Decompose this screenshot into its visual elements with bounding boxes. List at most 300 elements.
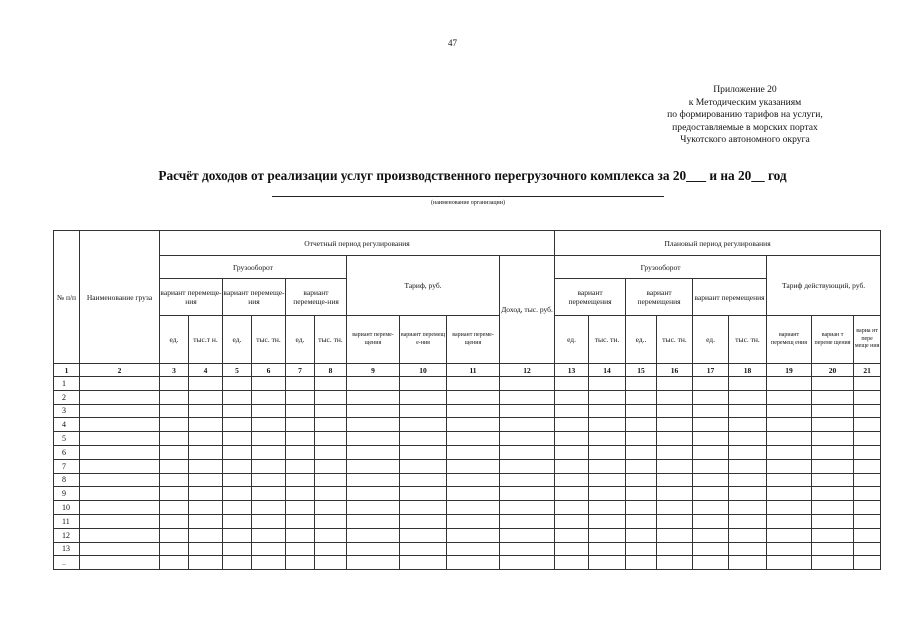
table-cell[interactable] (447, 501, 500, 515)
table-cell[interactable] (589, 542, 626, 556)
table-cell[interactable] (315, 418, 347, 432)
table-cell[interactable] (729, 390, 767, 404)
table-cell[interactable] (729, 418, 767, 432)
table-cell[interactable] (160, 501, 189, 515)
table-cell[interactable] (729, 556, 767, 570)
table-cell[interactable] (657, 445, 693, 459)
table-cell[interactable] (252, 432, 286, 446)
table-cell[interactable] (767, 528, 812, 542)
table-cell[interactable] (80, 459, 160, 473)
table-cell[interactable] (767, 432, 812, 446)
table-cell[interactable] (347, 473, 400, 487)
table-cell[interactable] (286, 528, 315, 542)
table-cell[interactable] (657, 501, 693, 515)
table-cell[interactable] (160, 487, 189, 501)
table-cell[interactable] (657, 418, 693, 432)
table-cell[interactable] (500, 432, 555, 446)
table-cell[interactable] (189, 432, 223, 446)
table-cell[interactable] (286, 514, 315, 528)
table-cell[interactable] (400, 514, 447, 528)
table-cell[interactable] (400, 528, 447, 542)
table-cell[interactable] (589, 404, 626, 418)
table-cell[interactable] (447, 528, 500, 542)
table-cell[interactable] (400, 445, 447, 459)
table-cell[interactable] (812, 390, 854, 404)
table-cell[interactable] (626, 404, 657, 418)
table-cell[interactable] (657, 542, 693, 556)
table-cell[interactable] (160, 390, 189, 404)
table-cell[interactable] (252, 445, 286, 459)
table-cell[interactable] (223, 473, 252, 487)
table-cell[interactable] (626, 542, 657, 556)
table-cell[interactable] (189, 528, 223, 542)
table-cell[interactable] (555, 556, 589, 570)
table-cell[interactable] (854, 501, 881, 515)
table-cell[interactable] (447, 514, 500, 528)
table-cell[interactable] (812, 377, 854, 391)
table-cell[interactable] (347, 528, 400, 542)
table-cell[interactable] (589, 377, 626, 391)
table-cell[interactable] (286, 418, 315, 432)
table-cell[interactable] (223, 514, 252, 528)
table-cell[interactable] (555, 514, 589, 528)
table-cell[interactable] (812, 487, 854, 501)
table-cell[interactable] (626, 377, 657, 391)
table-cell[interactable] (589, 459, 626, 473)
table-cell[interactable] (767, 445, 812, 459)
table-cell[interactable] (347, 556, 400, 570)
table-cell[interactable] (315, 473, 347, 487)
table-cell[interactable] (693, 501, 729, 515)
table-cell[interactable] (500, 377, 555, 391)
table-cell[interactable] (223, 404, 252, 418)
table-cell[interactable] (500, 556, 555, 570)
table-cell[interactable] (80, 501, 160, 515)
table-cell[interactable] (555, 377, 589, 391)
table-cell[interactable] (400, 390, 447, 404)
table-cell[interactable] (223, 445, 252, 459)
table-cell[interactable] (555, 501, 589, 515)
table-cell[interactable] (555, 404, 589, 418)
table-cell[interactable] (812, 473, 854, 487)
table-cell[interactable] (767, 542, 812, 556)
table-cell[interactable] (189, 459, 223, 473)
table-cell[interactable] (589, 445, 626, 459)
table-cell[interactable] (447, 487, 500, 501)
table-cell[interactable] (160, 432, 189, 446)
table-cell[interactable] (223, 418, 252, 432)
table-cell[interactable] (693, 514, 729, 528)
table-cell[interactable] (315, 542, 347, 556)
table-cell[interactable] (500, 528, 555, 542)
table-cell[interactable] (657, 487, 693, 501)
table-cell[interactable] (854, 542, 881, 556)
table-cell[interactable] (315, 459, 347, 473)
table-cell[interactable] (812, 556, 854, 570)
table-cell[interactable] (657, 390, 693, 404)
table-cell[interactable] (812, 459, 854, 473)
table-cell[interactable] (160, 459, 189, 473)
table-cell[interactable] (223, 528, 252, 542)
table-cell[interactable] (812, 542, 854, 556)
appendix-line: к Методическим указаниям (688, 96, 802, 108)
header-tariff-plan: Тариф действующий, руб. (767, 256, 881, 316)
table-row (54, 377, 881, 391)
table-cell[interactable] (854, 528, 881, 542)
table-cell[interactable] (400, 556, 447, 570)
table-cell[interactable] (693, 542, 729, 556)
table-cell[interactable] (693, 556, 729, 570)
table-cell[interactable] (400, 418, 447, 432)
table-cell[interactable] (729, 528, 767, 542)
table-cell[interactable] (447, 390, 500, 404)
table-cell[interactable] (657, 473, 693, 487)
table-cell[interactable] (693, 459, 729, 473)
table-cell[interactable] (589, 487, 626, 501)
table-cell[interactable] (854, 487, 881, 501)
table-cell[interactable] (500, 445, 555, 459)
header-unit: тыс. тн. (729, 316, 767, 364)
column-number-row (54, 364, 881, 377)
table-cell[interactable] (447, 377, 500, 391)
table-cell[interactable] (555, 473, 589, 487)
table-cell[interactable] (812, 514, 854, 528)
table-cell[interactable] (223, 390, 252, 404)
table-cell[interactable] (626, 501, 657, 515)
table-cell[interactable] (80, 542, 160, 556)
table-cell[interactable] (767, 377, 812, 391)
table-cell[interactable] (729, 445, 767, 459)
table-cell[interactable] (626, 528, 657, 542)
table-cell[interactable] (626, 418, 657, 432)
table-cell[interactable] (252, 528, 286, 542)
table-cell[interactable] (657, 556, 693, 570)
table-cell[interactable] (447, 418, 500, 432)
table-cell[interactable] (447, 459, 500, 473)
table-cell[interactable] (189, 473, 223, 487)
table-cell[interactable] (854, 432, 881, 446)
table-cell[interactable] (252, 404, 286, 418)
table-cell[interactable] (400, 473, 447, 487)
table-cell[interactable] (626, 473, 657, 487)
column-number: 18 (729, 364, 767, 377)
table-cell[interactable] (347, 418, 400, 432)
table-cell[interactable] (693, 390, 729, 404)
table-cell[interactable] (555, 487, 589, 501)
table-cell[interactable] (812, 404, 854, 418)
table-cell[interactable] (286, 487, 315, 501)
table-cell[interactable] (400, 377, 447, 391)
table-cell[interactable] (447, 542, 500, 556)
table-cell[interactable] (252, 459, 286, 473)
table-cell[interactable] (347, 487, 400, 501)
column-number: 21 (854, 364, 881, 377)
table-cell[interactable] (589, 473, 626, 487)
table-cell[interactable] (500, 404, 555, 418)
table-cell[interactable] (447, 445, 500, 459)
table-cell[interactable] (400, 501, 447, 515)
table-cell[interactable] (286, 473, 315, 487)
table-cell[interactable] (189, 487, 223, 501)
table-cell[interactable] (729, 542, 767, 556)
table-cell[interactable] (589, 501, 626, 515)
table-cell[interactable] (555, 459, 589, 473)
table-cell[interactable] (400, 459, 447, 473)
table-cell[interactable] (589, 418, 626, 432)
table-cell[interactable] (657, 432, 693, 446)
table-cell[interactable] (729, 404, 767, 418)
table-row (54, 473, 881, 487)
table-cell[interactable] (767, 418, 812, 432)
table-cell[interactable] (767, 404, 812, 418)
table-cell[interactable] (729, 487, 767, 501)
table-cell[interactable] (767, 487, 812, 501)
table-cell[interactable] (189, 404, 223, 418)
table-cell[interactable] (854, 390, 881, 404)
table-cell[interactable] (555, 542, 589, 556)
table-cell[interactable] (160, 377, 189, 391)
table-cell[interactable] (315, 432, 347, 446)
table-cell[interactable] (315, 445, 347, 459)
table-cell[interactable] (767, 514, 812, 528)
table-cell[interactable] (347, 390, 400, 404)
table-cell[interactable] (286, 542, 315, 556)
column-number: 3 (160, 364, 189, 377)
table-cell[interactable] (252, 514, 286, 528)
table-cell[interactable] (80, 404, 160, 418)
table-cell[interactable] (500, 501, 555, 515)
table-cell[interactable] (347, 377, 400, 391)
table-cell[interactable] (589, 514, 626, 528)
table-cell[interactable] (160, 445, 189, 459)
table-cell[interactable] (657, 528, 693, 542)
table-cell[interactable] (315, 377, 347, 391)
table-cell[interactable] (693, 473, 729, 487)
table-cell[interactable] (189, 377, 223, 391)
table-cell[interactable] (693, 487, 729, 501)
table-cell[interactable] (767, 556, 812, 570)
table-cell[interactable] (657, 377, 693, 391)
table-cell[interactable] (160, 514, 189, 528)
table-cell[interactable] (854, 556, 881, 570)
table-cell[interactable] (729, 377, 767, 391)
table-cell[interactable] (160, 418, 189, 432)
table-cell[interactable] (447, 404, 500, 418)
table-cell[interactable] (729, 514, 767, 528)
table-cell[interactable] (347, 445, 400, 459)
table-cell[interactable] (189, 501, 223, 515)
table-cell[interactable] (447, 473, 500, 487)
table-cell[interactable] (160, 404, 189, 418)
table-cell[interactable] (189, 514, 223, 528)
table-cell[interactable] (286, 445, 315, 459)
table-cell[interactable] (812, 432, 854, 446)
table-cell[interactable] (160, 556, 189, 570)
table-cell[interactable] (80, 514, 160, 528)
table-cell[interactable] (854, 404, 881, 418)
table-cell[interactable] (189, 445, 223, 459)
table-cell[interactable] (80, 418, 160, 432)
table-cell[interactable] (252, 377, 286, 391)
table-cell[interactable] (315, 514, 347, 528)
table-cell[interactable] (626, 390, 657, 404)
table-cell[interactable] (252, 501, 286, 515)
table-cell[interactable] (854, 377, 881, 391)
table-cell[interactable] (160, 542, 189, 556)
table-cell[interactable] (252, 418, 286, 432)
table-cell[interactable] (286, 501, 315, 515)
table-cell[interactable] (729, 459, 767, 473)
table-cell[interactable] (626, 487, 657, 501)
table-cell[interactable] (315, 487, 347, 501)
table-cell[interactable] (812, 528, 854, 542)
table-cell[interactable] (252, 542, 286, 556)
table-cell[interactable] (80, 377, 160, 391)
header-variant-rep: вариант перемеще-ния (286, 279, 347, 316)
table-cell[interactable] (693, 528, 729, 542)
table-cell[interactable] (500, 473, 555, 487)
table-cell[interactable] (854, 445, 881, 459)
table-cell[interactable] (252, 487, 286, 501)
table-cell[interactable] (189, 542, 223, 556)
table-cell[interactable] (223, 432, 252, 446)
table-cell[interactable] (626, 459, 657, 473)
table-cell[interactable] (160, 473, 189, 487)
table-cell[interactable] (315, 501, 347, 515)
table-cell[interactable] (500, 542, 555, 556)
table-cell[interactable] (812, 501, 854, 515)
table-cell[interactable] (767, 501, 812, 515)
table-cell[interactable] (223, 377, 252, 391)
table-cell[interactable] (729, 501, 767, 515)
table-cell[interactable] (347, 432, 400, 446)
table-cell[interactable] (160, 528, 189, 542)
table-cell[interactable] (555, 528, 589, 542)
table-cell[interactable] (347, 404, 400, 418)
table-cell[interactable] (252, 473, 286, 487)
table-cell[interactable] (693, 432, 729, 446)
table-cell[interactable] (657, 404, 693, 418)
table-cell[interactable] (693, 377, 729, 391)
table-cell[interactable] (347, 459, 400, 473)
table-cell[interactable] (626, 432, 657, 446)
table-cell[interactable] (589, 556, 626, 570)
table-cell[interactable] (854, 418, 881, 432)
table-cell[interactable] (347, 542, 400, 556)
table-cell[interactable] (693, 445, 729, 459)
column-number: 13 (555, 364, 589, 377)
table-cell[interactable] (854, 459, 881, 473)
row-number: 6 (54, 445, 80, 459)
table-cell[interactable] (223, 459, 252, 473)
table-cell[interactable] (693, 418, 729, 432)
table-cell[interactable] (589, 528, 626, 542)
table-cell[interactable] (589, 432, 626, 446)
table-cell[interactable] (500, 390, 555, 404)
table-cell[interactable] (447, 432, 500, 446)
table-cell[interactable] (555, 445, 589, 459)
table-cell[interactable] (80, 473, 160, 487)
table-cell[interactable] (767, 473, 812, 487)
table-cell[interactable] (315, 404, 347, 418)
table-cell[interactable] (500, 514, 555, 528)
table-cell[interactable] (626, 556, 657, 570)
table-cell[interactable] (252, 556, 286, 570)
table-cell[interactable] (189, 556, 223, 570)
table-cell[interactable] (626, 445, 657, 459)
table-cell[interactable] (657, 514, 693, 528)
table-cell[interactable] (286, 459, 315, 473)
table-row (54, 514, 881, 528)
table-cell[interactable] (555, 418, 589, 432)
table-cell[interactable] (767, 390, 812, 404)
table-cell[interactable] (626, 514, 657, 528)
table-cell[interactable] (400, 432, 447, 446)
table-cell[interactable] (223, 542, 252, 556)
column-number: 4 (189, 364, 223, 377)
table-cell[interactable] (854, 514, 881, 528)
table-cell[interactable] (812, 418, 854, 432)
table-cell[interactable] (223, 487, 252, 501)
table-cell[interactable] (189, 418, 223, 432)
table-cell[interactable] (854, 473, 881, 487)
column-number: 5 (223, 364, 252, 377)
table-cell[interactable] (223, 556, 252, 570)
table-cell[interactable] (447, 556, 500, 570)
row-number: 11 (54, 514, 80, 528)
table-cell[interactable] (315, 528, 347, 542)
table-cell[interactable] (189, 390, 223, 404)
table-cell[interactable] (80, 390, 160, 404)
table-cell[interactable] (812, 445, 854, 459)
table-cell[interactable] (80, 487, 160, 501)
table-cell[interactable] (80, 556, 160, 570)
table-cell[interactable] (400, 542, 447, 556)
table-cell[interactable] (80, 432, 160, 446)
header-variant-plan: вариант перемещения (693, 279, 767, 316)
table-cell[interactable] (555, 432, 589, 446)
table-cell[interactable] (286, 432, 315, 446)
header-cargo-turnover-plan: Грузооборот (555, 256, 767, 279)
table-cell[interactable] (555, 390, 589, 404)
table-cell[interactable] (286, 404, 315, 418)
table-cell[interactable] (286, 377, 315, 391)
table-cell[interactable] (80, 528, 160, 542)
table-cell[interactable] (500, 459, 555, 473)
table-cell[interactable] (693, 404, 729, 418)
table-cell[interactable] (315, 556, 347, 570)
table-cell[interactable] (347, 501, 400, 515)
table-cell[interactable] (729, 473, 767, 487)
table-cell[interactable] (347, 514, 400, 528)
table-cell[interactable] (767, 459, 812, 473)
table-cell[interactable] (400, 487, 447, 501)
table-cell[interactable] (589, 390, 626, 404)
row-number: 2 (54, 390, 80, 404)
table-cell[interactable] (223, 501, 252, 515)
table-cell[interactable] (500, 418, 555, 432)
table-cell[interactable] (286, 556, 315, 570)
table-cell[interactable] (500, 487, 555, 501)
table-cell[interactable] (252, 390, 286, 404)
column-number: 9 (347, 364, 400, 377)
table-cell[interactable] (400, 404, 447, 418)
table-cell[interactable] (80, 445, 160, 459)
table-cell[interactable] (286, 390, 315, 404)
table-cell[interactable] (729, 432, 767, 446)
table-cell[interactable] (657, 459, 693, 473)
table-cell[interactable] (315, 390, 347, 404)
